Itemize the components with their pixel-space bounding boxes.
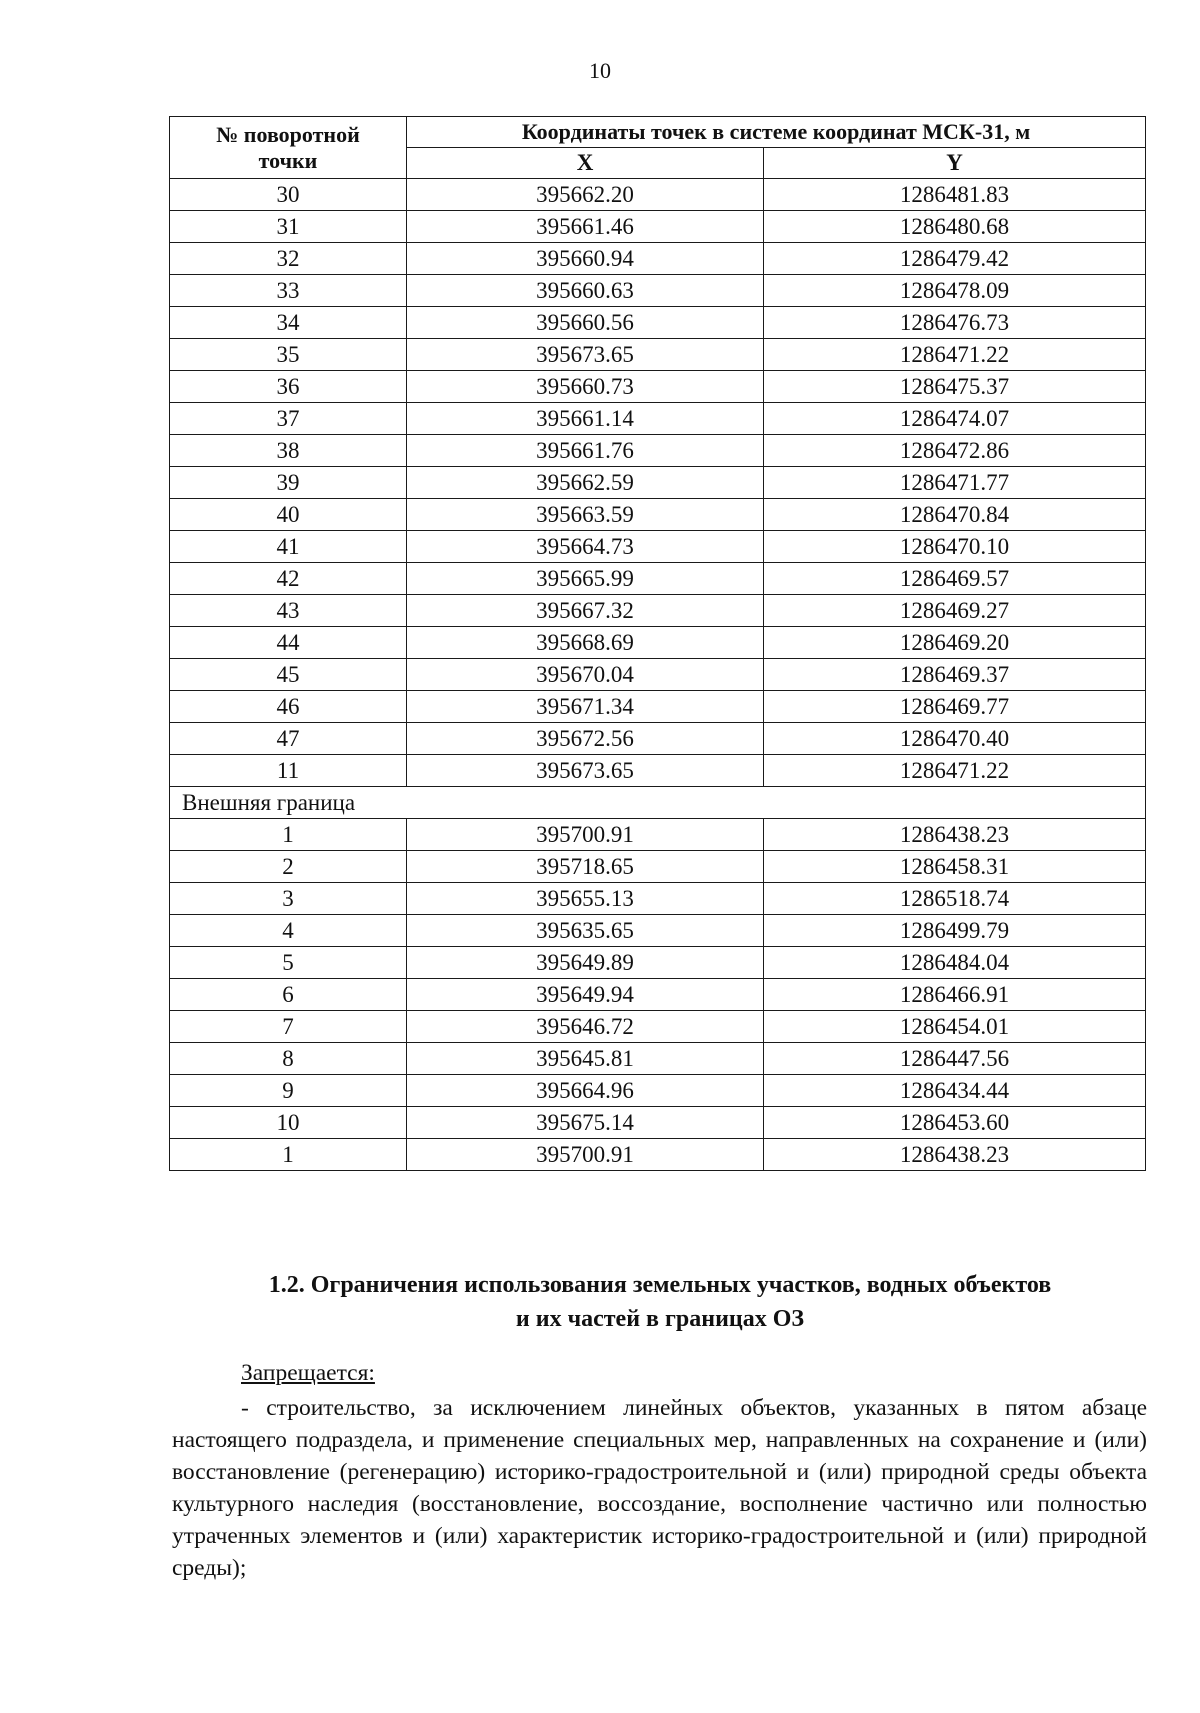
point-number-cell: 1 — [170, 1139, 407, 1171]
table-row — [170, 1011, 1146, 1043]
header-x: X — [407, 148, 764, 179]
table-row — [170, 755, 1146, 787]
y-coordinate-cell: 1286518.74 — [764, 883, 1146, 915]
table-row — [170, 1075, 1146, 1107]
section-heading-line1: 1.2. Ограничения использования земельных участков, водных объектов — [268, 1272, 1052, 1298]
table-row — [170, 371, 1146, 403]
point-number-cell: 39 — [170, 467, 407, 499]
point-number-cell: 2 — [170, 851, 407, 883]
y-coordinate-cell: 1286469.20 — [764, 627, 1146, 659]
x-coordinate-cell: 395670.04 — [407, 659, 764, 691]
x-coordinate-cell: 395661.46 — [407, 211, 764, 243]
x-coordinate-cell: 395646.72 — [407, 1011, 764, 1043]
y-coordinate-cell: 1286481.83 — [764, 179, 1146, 211]
y-coordinate-cell: 1286499.79 — [764, 915, 1146, 947]
point-number-cell: 35 — [170, 339, 407, 371]
y-coordinate-cell: 1286478.09 — [764, 275, 1146, 307]
y-coordinate-cell: 1286470.40 — [764, 723, 1146, 755]
x-coordinate-cell: 395635.65 — [407, 915, 764, 947]
table-row — [170, 595, 1146, 627]
point-number-cell: 47 — [170, 723, 407, 755]
point-number-cell: 46 — [170, 691, 407, 723]
table-row — [170, 211, 1146, 243]
point-number-cell: 43 — [170, 595, 407, 627]
header-point-number-line2: точки — [258, 147, 318, 173]
y-coordinate-cell: 1286471.22 — [764, 339, 1146, 371]
x-coordinate-cell: 395663.59 — [407, 499, 764, 531]
x-coordinate-cell: 395664.96 — [407, 1075, 764, 1107]
y-coordinate-cell: 1286470.84 — [764, 499, 1146, 531]
point-number-cell: 11 — [170, 755, 407, 787]
point-number-cell: 10 — [170, 1107, 407, 1139]
y-coordinate-cell: 1286469.37 — [764, 659, 1146, 691]
point-number-cell: 5 — [170, 947, 407, 979]
point-number-cell: 45 — [170, 659, 407, 691]
table-row — [170, 627, 1146, 659]
point-number-cell: 3 — [170, 883, 407, 915]
point-number-cell: 32 — [170, 243, 407, 275]
x-coordinate-cell: 395671.34 — [407, 691, 764, 723]
table-row — [170, 403, 1146, 435]
x-coordinate-cell: 395665.99 — [407, 563, 764, 595]
y-coordinate-cell: 1286434.44 — [764, 1075, 1146, 1107]
x-coordinate-cell: 395668.69 — [407, 627, 764, 659]
table-row — [170, 307, 1146, 339]
x-coordinate-cell: 395667.32 — [407, 595, 764, 627]
section-heading — [0, 1268, 1200, 1336]
point-number-cell: 6 — [170, 979, 407, 1011]
point-number-cell: 4 — [170, 915, 407, 947]
x-coordinate-cell: 395662.59 — [407, 467, 764, 499]
point-number-cell: 42 — [170, 563, 407, 595]
x-coordinate-cell: 395645.81 — [407, 1043, 764, 1075]
header-y: Y — [764, 148, 1146, 179]
point-number-cell: 40 — [170, 499, 407, 531]
table-row — [170, 179, 1146, 211]
table-row — [170, 691, 1146, 723]
coordinates-table — [169, 116, 1146, 1171]
table-row — [170, 1043, 1146, 1075]
table-row — [170, 819, 1146, 851]
y-coordinate-cell: 1286476.73 — [764, 307, 1146, 339]
point-number-cell: 31 — [170, 211, 407, 243]
restriction-paragraph: - строительство, за исключением линейных объектов, указанных в пятом абзаце настоящего подраздела, и применение специальных мер, направленных на сохранение и (или) восстановление (регенерацию) историко-градостроительной и (или) природной среды объекта культурного наследия (восстановление, воссоздание, восполнение частично или полностью утраченных элементов и (или) характеристик историко-градостроительной и (или) природной среды); — [172, 1395, 1147, 1581]
y-coordinate-cell: 1286484.04 — [764, 947, 1146, 979]
point-number-cell: 8 — [170, 1043, 407, 1075]
table-row — [170, 275, 1146, 307]
y-coordinate-cell: 1286474.07 — [764, 403, 1146, 435]
y-coordinate-cell: 1286471.22 — [764, 755, 1146, 787]
table-row — [170, 563, 1146, 595]
y-coordinate-cell: 1286470.10 — [764, 531, 1146, 563]
y-coordinate-cell: 1286458.31 — [764, 851, 1146, 883]
point-number-cell: 9 — [170, 1075, 407, 1107]
x-coordinate-cell: 395700.91 — [407, 1139, 764, 1171]
x-coordinate-cell: 395661.76 — [407, 435, 764, 467]
point-number-cell: 41 — [170, 531, 407, 563]
point-number-cell: 34 — [170, 307, 407, 339]
x-coordinate-cell: 395672.56 — [407, 723, 764, 755]
y-coordinate-cell: 1286438.23 — [764, 1139, 1146, 1171]
y-coordinate-cell: 1286469.77 — [764, 691, 1146, 723]
y-coordinate-cell: 1286472.86 — [764, 435, 1146, 467]
table-row — [170, 467, 1146, 499]
point-number-cell: 1 — [170, 819, 407, 851]
section-heading-line2: и их частей в границах ОЗ — [515, 1306, 805, 1332]
table-body-inner-boundary — [170, 179, 1146, 787]
table-row — [170, 435, 1146, 467]
table-row — [170, 883, 1146, 915]
point-number-cell: 7 — [170, 1011, 407, 1043]
table-row — [170, 947, 1146, 979]
y-coordinate-cell: 1286469.57 — [764, 563, 1146, 595]
x-coordinate-cell: 395655.13 — [407, 883, 764, 915]
table-header — [170, 117, 1146, 179]
y-coordinate-cell: 1286480.68 — [764, 211, 1146, 243]
x-coordinate-cell: 395675.14 — [407, 1107, 764, 1139]
table-row — [170, 1107, 1146, 1139]
x-coordinate-cell: 395673.65 — [407, 755, 764, 787]
table-section-row — [170, 787, 1146, 819]
x-coordinate-cell: 395700.91 — [407, 819, 764, 851]
table-row — [170, 339, 1146, 371]
page-number: 10 — [589, 58, 611, 83]
x-coordinate-cell: 395649.94 — [407, 979, 764, 1011]
point-number-cell: 38 — [170, 435, 407, 467]
x-coordinate-cell: 395662.20 — [407, 179, 764, 211]
point-number-cell: 36 — [170, 371, 407, 403]
x-coordinate-cell: 395718.65 — [407, 851, 764, 883]
table-row — [170, 659, 1146, 691]
y-coordinate-cell: 1286454.01 — [764, 1011, 1146, 1043]
y-coordinate-cell: 1286475.37 — [764, 371, 1146, 403]
point-number-cell: 44 — [170, 627, 407, 659]
section-label-external-boundary: Внешняя граница — [170, 787, 1146, 819]
x-coordinate-cell: 395660.56 — [407, 307, 764, 339]
y-coordinate-cell: 1286479.42 — [764, 243, 1146, 275]
table-row — [170, 531, 1146, 563]
point-number-cell: 33 — [170, 275, 407, 307]
table-row — [170, 915, 1146, 947]
table-row — [170, 851, 1146, 883]
table-row — [170, 243, 1146, 275]
table-row — [170, 1139, 1146, 1171]
point-number-cell: 30 — [170, 179, 407, 211]
x-coordinate-cell: 395661.14 — [407, 403, 764, 435]
x-coordinate-cell: 395660.63 — [407, 275, 764, 307]
y-coordinate-cell: 1286466.91 — [764, 979, 1146, 1011]
y-coordinate-cell: 1286471.77 — [764, 467, 1146, 499]
x-coordinate-cell: 395673.65 — [407, 339, 764, 371]
y-coordinate-cell: 1286447.56 — [764, 1043, 1146, 1075]
x-coordinate-cell: 395649.89 — [407, 947, 764, 979]
table-row — [170, 723, 1146, 755]
header-coordinates: Координаты точек в системе координат МСК-31, м — [407, 117, 1146, 148]
prohibited-lead: Запрещается: — [241, 1360, 375, 1386]
table-row — [170, 979, 1146, 1011]
x-coordinate-cell: 395660.94 — [407, 243, 764, 275]
point-number-cell: 37 — [170, 403, 407, 435]
y-coordinate-cell: 1286453.60 — [764, 1107, 1146, 1139]
y-coordinate-cell: 1286469.27 — [764, 595, 1146, 627]
table-row — [170, 499, 1146, 531]
x-coordinate-cell: 395664.73 — [407, 531, 764, 563]
y-coordinate-cell: 1286438.23 — [764, 819, 1146, 851]
table-body-external-boundary — [170, 819, 1146, 1171]
x-coordinate-cell: 395660.73 — [407, 371, 764, 403]
header-point-number — [170, 117, 407, 179]
section-row — [170, 787, 1146, 819]
header-point-number-line1: № поворотной — [216, 121, 360, 147]
